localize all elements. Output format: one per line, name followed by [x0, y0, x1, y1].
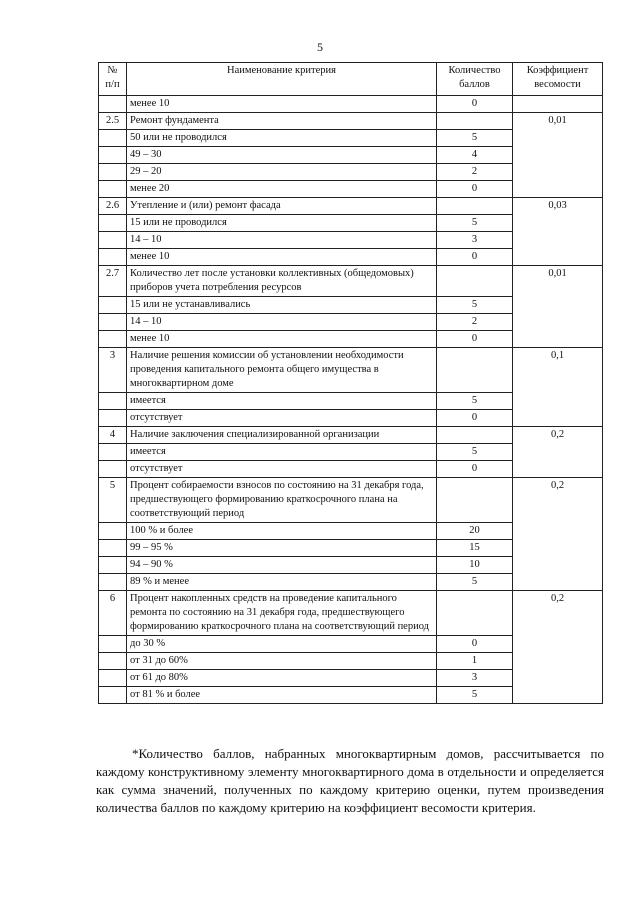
criterion-name: до 30 %	[127, 636, 437, 653]
row-number: 2.7	[99, 266, 127, 297]
criterion-name: менее 10	[127, 96, 437, 113]
score-value	[437, 427, 513, 444]
row-number	[99, 670, 127, 687]
criterion-name: Процент накопленных средств на проведение капитального ремонта по состоянию на 31 декабря года, предшествующего формированию краткосрочного плана на соответствующий период	[127, 591, 437, 636]
criterion-name: менее 10	[127, 331, 437, 348]
criterion-name: Процент собираемости взносов по состоянию на 31 декабря года, предшествующего формированию краткосрочного плана на соответствующий период	[127, 478, 437, 523]
row-number	[99, 331, 127, 348]
row-number: 2.5	[99, 113, 127, 130]
header-name: Наименование критерия	[127, 63, 437, 96]
criterion-name: отсутствует	[127, 410, 437, 427]
score-value: 15	[437, 540, 513, 557]
weight-coefficient: 0,03	[513, 198, 603, 266]
score-value	[437, 348, 513, 393]
row-number	[99, 249, 127, 266]
criterion-name: Утепление и (или) ремонт фасада	[127, 198, 437, 215]
score-value	[437, 266, 513, 297]
weight-coefficient: 0,2	[513, 427, 603, 478]
criterion-name: 100 % и более	[127, 523, 437, 540]
row-number	[99, 181, 127, 198]
score-value: 0	[437, 410, 513, 427]
score-value: 3	[437, 232, 513, 249]
criterion-name: имеется	[127, 393, 437, 410]
weight-coefficient: 0,2	[513, 478, 603, 591]
criterion-name: от 31 до 60%	[127, 653, 437, 670]
criterion-name: Количество лет после установки коллективных (общедомовых) приборов учета потребления ресурсов	[127, 266, 437, 297]
row-number	[99, 393, 127, 410]
criterion-name: от 81 % и более	[127, 687, 437, 704]
weight-coefficient: 0,01	[513, 266, 603, 348]
criterion-name: 14 – 10	[127, 314, 437, 331]
weight-coefficient: 0,2	[513, 591, 603, 704]
row-number	[99, 636, 127, 653]
score-value: 5	[437, 297, 513, 314]
criterion-name: 49 – 30	[127, 147, 437, 164]
criterion-name: 15 или не устанавливались	[127, 297, 437, 314]
row-number	[99, 297, 127, 314]
score-value	[437, 113, 513, 130]
row-number	[99, 410, 127, 427]
table-body	[99, 96, 603, 704]
table-row	[99, 198, 603, 215]
criterion-name: Наличие решения комиссии об установлении необходимости проведения капитального ремонта общего имущества в многоквартирном доме	[127, 348, 437, 393]
row-number	[99, 687, 127, 704]
row-number	[99, 574, 127, 591]
row-number	[99, 147, 127, 164]
row-number	[99, 557, 127, 574]
score-value: 2	[437, 314, 513, 331]
weight-coefficient	[513, 96, 603, 113]
criterion-name: 89 % и менее	[127, 574, 437, 591]
score-value: 10	[437, 557, 513, 574]
score-value: 5	[437, 130, 513, 147]
header-weight: Коэффициент весомости	[513, 63, 603, 96]
score-value: 2	[437, 164, 513, 181]
weight-coefficient: 0,1	[513, 348, 603, 427]
score-value: 1	[437, 653, 513, 670]
criterion-name: 29 – 20	[127, 164, 437, 181]
score-value: 3	[437, 670, 513, 687]
table-row	[99, 348, 603, 393]
table-row	[99, 427, 603, 444]
score-value	[437, 478, 513, 523]
score-value: 5	[437, 444, 513, 461]
page-number: 5	[317, 40, 323, 54]
criterion-name: 94 – 90 %	[127, 557, 437, 574]
score-value: 5	[437, 393, 513, 410]
score-value: 20	[437, 523, 513, 540]
row-number	[99, 232, 127, 249]
criterion-name: имеется	[127, 444, 437, 461]
footnote	[96, 745, 604, 817]
criterion-name: отсутствует	[127, 461, 437, 478]
score-value: 0	[437, 331, 513, 348]
row-number	[99, 314, 127, 331]
table-row	[99, 478, 603, 523]
criterion-name: 50 или не проводился	[127, 130, 437, 147]
criterion-name: 15 или не проводился	[127, 215, 437, 232]
score-value: 0	[437, 96, 513, 113]
score-value	[437, 198, 513, 215]
weight-coefficient: 0,01	[513, 113, 603, 198]
criterion-name: менее 10	[127, 249, 437, 266]
row-number	[99, 540, 127, 557]
row-number	[99, 653, 127, 670]
row-number: 3	[99, 348, 127, 393]
criterion-name: 14 – 10	[127, 232, 437, 249]
table-row	[99, 266, 603, 297]
header-num: № п/п	[99, 63, 127, 96]
row-number: 4	[99, 427, 127, 444]
row-number	[99, 523, 127, 540]
row-number	[99, 444, 127, 461]
row-number	[99, 96, 127, 113]
table-row	[99, 113, 603, 130]
score-value: 5	[437, 215, 513, 232]
row-number	[99, 130, 127, 147]
score-value: 0	[437, 181, 513, 198]
score-value: 0	[437, 636, 513, 653]
criteria-table	[98, 62, 603, 704]
criterion-name: менее 20	[127, 181, 437, 198]
score-value: 5	[437, 687, 513, 704]
row-number	[99, 461, 127, 478]
footnote-text: *Количество баллов, набранных многоквартирным домов, рассчитывается по каждому конструктивному элементу многоквартирного дома в отдельности и определяется как сумма значений, полученных по каждому критерию оценки, путем произведения количества баллов по каждому критерию на коэффициент весомости критерия.	[96, 746, 604, 815]
score-value	[437, 591, 513, 636]
score-value: 0	[437, 461, 513, 478]
row-number: 5	[99, 478, 127, 523]
header-score: Количество баллов	[437, 63, 513, 96]
score-value: 0	[437, 249, 513, 266]
score-value: 5	[437, 574, 513, 591]
row-number: 6	[99, 591, 127, 636]
table-row	[99, 591, 603, 636]
row-number	[99, 164, 127, 181]
criterion-name: 99 – 95 %	[127, 540, 437, 557]
row-number: 2.6	[99, 198, 127, 215]
table-row	[99, 96, 603, 113]
table-header-row	[99, 63, 603, 96]
score-value: 4	[437, 147, 513, 164]
row-number	[99, 215, 127, 232]
criterion-name: Наличие заключения специализированной организации	[127, 427, 437, 444]
criterion-name: от 61 до 80%	[127, 670, 437, 687]
criterion-name: Ремонт фундамента	[127, 113, 437, 130]
